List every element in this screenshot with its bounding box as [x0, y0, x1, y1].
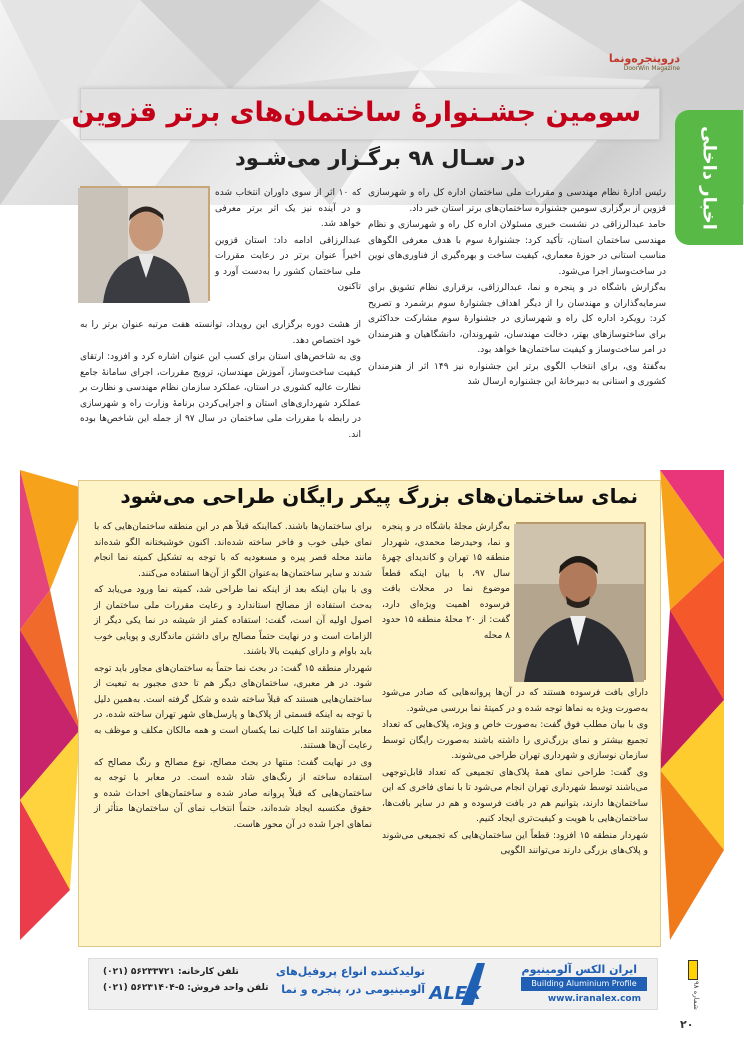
article1-title: سومین جشـنوارۀ ساختمان‌های برتر قزوین [71, 97, 641, 128]
paragraph: عبدالرزاقی ادامه داد: استان قزوین اخیراً عنوان برتر در رعایت مقررات ملی ساختمان کشور را به‌دست آورد و تاکنون [215, 235, 361, 292]
article2-column-left [94, 520, 372, 834]
page-number: ۲۰ [680, 1018, 694, 1031]
portrait-photo-mohammadi [516, 522, 646, 680]
paragraph: به‌گزارش باشگاه در و پنجره و نما، عبدالرزاقی، برقراری نظام تشویق برای سرمایه‌گذاران و مهندسان را از دیگر اهداف جشنوارۀ سوم برشمرد و تصریح کرد: رویکرد اداره کل راه و شهرسازی در جشنوارۀ سوم مشارکت حداکثری برای ساختوسازهای بهتر، دخالت مهندسان، شهروندان، دانشگاهیان و هنرمندان در امر ساخت‌وساز و کیفیت ساختمان‌ها خواهد بود. [368, 283, 666, 355]
paragraph: به‌گفتۀ وی، برای انتخاب الگوی برتر این جشنواره نیز ۱۴۹ اثر از هنرمندان کشوری و استانی به دبیرخانۀ این جشنواره ارسال شد [368, 361, 666, 387]
article2-column-right-bottom [382, 686, 648, 861]
advertiser-tagline-2: آلومینیومی در، پنجره و نما [281, 983, 425, 996]
paragraph: وی با بیان مطلب فوق گفت: به‌صورت خاص و ویژه، پلاک‌هایی که تعداد تجمیع بیشتر و نمای بزرگ‌تری را داشته باشند به‌صورت رایگان توسط سازمان نوسازی و شهرداری تهران طراحی می‌شوند. [382, 720, 648, 761]
paragraph: از هشت دوره برگزاری این رویداد، توانسته هفت مرتبه عنوان برتر را به خود اختصاص دهد. [80, 320, 361, 346]
magazine-logo [590, 52, 680, 74]
section-tab [675, 110, 743, 245]
paragraph: وی با بیان اینکه بعد از اینکه نما طراحی شد، کمیته نما ورود می‌یابد که به‌حث استفاده از مصالح استاندارد و رعایت مقررات ملی ساختمان از اصول اولیه آن است، گفت: استفاده کمتر از شیشه در نما یکی دیگر از الزامات است و در نهایت حتماً مصالح برای داشتن ماندگاری و پویایی خوب باید باوام و دارای کیفیت بالا باشند. [94, 585, 372, 657]
paragraph: شهردار منطقه ۱۵ گفت: در بحث نما حتماً به ساختمان‌های مجاور باید توجه شود. در هر معبری، ساختمان‌های دیگر هم تا حدی مجبور به تبعیت از ساختمان‌هایی هستند که قبلاً ساخته شده و شکل گرفته است. به‌همین دلیل با توجه به اینکه قسمتی از پلاک‌ها و پارسل‌های شهر تهران ساخته شده، در معابر متفاوتند اما کلیات نما یکسان است و همه مالکان مکلف و موظف به رعایت آن‌ها هستند. [94, 663, 373, 751]
advertiser-website: www.iranalex.com [547, 994, 641, 1004]
magazine-logo-fa: دروپنجره‌ونما [608, 52, 680, 65]
section-tab-label: اخبار داخلی [698, 125, 720, 230]
article1-subtitle: در سـال ۹۸ برگـزار می‌شـود [235, 146, 526, 170]
paragraph: حامد عبدالرزاقی در نشست خبری مسئولان اداره کل راه و شهرسازی و نظام مهندسی ساختمان استان، تأکید کرد: جشنوارۀ سوم با هدف معرفی الگوهای مناسب استانی در حوزۀ معماری، کیفیت ساخت و بهره‌گیری از فناوری‌های نوین در ساخت‌وساز اجرا می‌شود. [368, 220, 666, 277]
article2-title: نمای ساختمان‌های بزرگ پیکر رایگان طراحی می‌شود [120, 484, 638, 508]
paragraph: وی در نهایت گفت: منتها در بحث مصالح، نوع مصالح و رنگ مصالح که استفاده ساخته از رنگ‌های شاد شده است. در معابر با توجه به ساختمان‌هایی که قبلاً پروانه صادر شده و ساختمان‌های احداث شده و حقوق مکتسبه ایجاد شده‌اند، حتماً انتخاب نمای آن ساختمان‌ها متأثر از نماهای اجرا شده در آن محور هاست. [94, 757, 372, 830]
portrait-photo-abdolrazzaghi [80, 186, 210, 301]
article2-title-bar [80, 484, 658, 514]
article1-column-right [368, 186, 666, 392]
article1-title-box [71, 88, 660, 140]
article2-column-right-top [382, 520, 510, 645]
paragraph: که ۱۰ اثر از سوی داوران انتخاب شده و در آینده نیز یک اثر برتر معرفی خواهد شد. [215, 188, 361, 229]
magazine-logo-en: DoorWin Magazine [623, 65, 680, 72]
paragraph: برای ساختمان‌ها باشند. کمااینکه قبلاً هم در این منطقه ساختمان‌هایی که با نمای خیلی خوب و فاخر ساخته شده‌اند. اکنون خوشبختانه الگو شده‌اند مانند محله قصر پیره و مسعودیه که با توجه به تشکیل کمیته نما انجام شدند و سایر ساختمان‌ها به‌عنوان الگو از آن‌ها استفاده می‌کنند. [94, 522, 372, 579]
advertiser-brand: ایران الکس آلومینیوم [521, 963, 637, 976]
footer-advertisement [88, 958, 658, 1010]
advertiser-brand-en: Building Aluminium Profile [521, 977, 647, 991]
issue-label: شماره ۹۸ [692, 981, 700, 1010]
factory-phone: تلفن کارخانه: ۵۶۲۳۳۷۲۱ (۰۲۱) [103, 967, 239, 977]
alex-logo-text: ALEX [429, 983, 481, 1004]
paragraph: به‌گزارش مجلۀ باشگاه در و پنجره و نما، وحیدرضا محمدی، شهردار منطقه ۱۵ تهران و کاندیدای چهرۀ سال ۹۷، با بیان اینکه قطعاً موضوع نما در محلات بافت فرسوده اهمیت ویژه‌ای دارد، گفت: از ۲۰ محلۀ منطقه ۱۵ حدود ۸ محله [382, 522, 511, 641]
paragraph: رئیس ادارۀ نظام مهندسی و مقررات ملی ساختمان اداره کل راه و شهرسازی قزوین از برگزاری سومین جشنواره ساختمان‌های برتر استان خبر داد. [368, 188, 666, 214]
paragraph: دارای بافت فرسوده هستند که در آن‌ها پروانه‌هایی که صادر می‌شود به‌صورت ویژه به نماها توجه شده و در کمیتۀ نما بررسی می‌شود. [382, 688, 648, 714]
paragraph: شهردار منطقه ۱۵ افزود: قطعاً این ساختمان‌هایی که تجمیعی می‌شوند و پلاک‌های بزرگی دارند می‌توانند الگویی [382, 830, 648, 856]
article1-column-left-bottom [80, 318, 361, 444]
issue-marker-icon [688, 960, 698, 980]
paragraph: وی گفت: طراحی نمای همۀ پلاک‌های تجمیعی که تعداد قابل‌توجهی می‌باشند توسط شهرداری تهران انجام می‌شود تا با نمای فاخری که این ساختمان‌ها دارند، بتوانیم هم در بافت فرسوده و هم در سایر بافت‌ها، ساختمان‌هایی با هویت و کیفیت‌تری ایجاد کنیم. [382, 767, 648, 824]
alex-logo [429, 959, 527, 1009]
paragraph: وی به شاخص‌های استان برای کسب این عنوان اشاره کرد و افزود: ارتقای کیفیت ساخت‌وساز، آموزش مهندسان، ترویج مقررات، اجرای سامانۀ جامع نظارت عالیه کشوری در استان، عملکرد سازمان نظام مهندسی و نظارت بر عملکرد شهرداری‌های استان و اجرایی‌کردن برنامۀ وزارت راه و شهرسازی در رابطه با مقررات ملی ساختمان در سال ۹۷ از جمله این شاخص‌ها بوده اند. [80, 352, 361, 440]
article1-column-left-top [215, 186, 361, 297]
advertiser-tagline-1: تولیدکننده انواع پروفیل‌های [275, 965, 425, 978]
sales-phone: تلفن واحد فروش: ۵-۵۶۲۳۱۴۰۴ (۰۲۱) [103, 983, 269, 993]
